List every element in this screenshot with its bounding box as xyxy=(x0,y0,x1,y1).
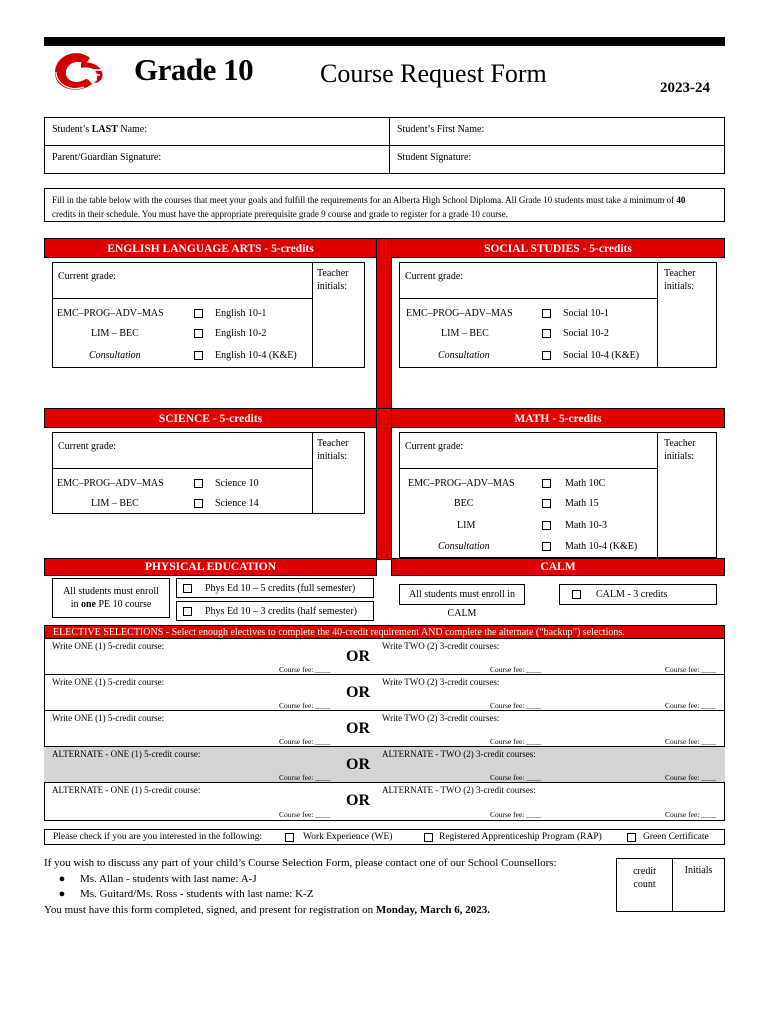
pe-note-line2-start: in xyxy=(70,599,81,610)
divider-middle xyxy=(376,408,392,560)
elective-row-2-right-label: Write TWO (2) 3-credit courses: xyxy=(382,677,500,687)
elective-row-5-right-fee-a: Course fee: ____ xyxy=(490,810,542,819)
calm-option-checkbox[interactable] xyxy=(572,590,581,599)
elective-row-4-or: OR xyxy=(346,756,370,773)
ela-option-1[interactable] xyxy=(53,302,313,324)
science-option-1-level: EMC–PROG–ADV–MAS xyxy=(57,478,164,489)
elective-row-2-right-fee-b: Course fee: ____ xyxy=(665,701,717,710)
science-box xyxy=(52,432,365,514)
math-box xyxy=(399,432,717,558)
social-initials-label: initials: xyxy=(664,281,694,292)
math-teacher-label: Teacher xyxy=(664,438,696,449)
registration-deadline xyxy=(44,903,604,919)
math-initials-label: initials: xyxy=(664,451,694,462)
math-option-2-checkbox[interactable] xyxy=(542,499,551,508)
ela-option-1-checkbox[interactable] xyxy=(194,309,203,318)
social-option-3[interactable] xyxy=(400,346,658,368)
pe-note-emphasis: one xyxy=(81,599,96,610)
instructions-line2: credits in their schedule. You must have the appropriate prerequisite grade 9 course and grade to register for a grade 10 course. xyxy=(52,209,508,219)
credit-count-box xyxy=(616,858,725,912)
ela-teacher-initials[interactable] xyxy=(313,263,365,367)
elective-row-1-right-fee-a: Course fee: ____ xyxy=(490,665,542,674)
math-option-2[interactable] xyxy=(400,494,658,516)
pe-header: PHYSICAL EDUCATION xyxy=(44,558,377,576)
elective-row-4-right-fee-b: Course fee: ____ xyxy=(665,773,717,782)
ela-option-2-checkbox[interactable] xyxy=(194,329,203,338)
science-option-2-checkbox[interactable] xyxy=(194,499,203,508)
elective-row-5-left-label: ALTERNATE - ONE (1) 5-credit course: xyxy=(52,785,201,795)
ela-initials-label: initials: xyxy=(317,281,347,292)
math-option-1-level: EMC–PROG–ADV–MAS xyxy=(408,478,515,489)
elective-row-3-right-fee-a: Course fee: ____ xyxy=(490,737,542,746)
elective-row-2-right-fee-a: Course fee: ____ xyxy=(490,701,542,710)
pe-note-line2-end: PE 10 course xyxy=(96,599,152,610)
bullet-icon: ● xyxy=(58,872,66,885)
instructions-credits: 40 xyxy=(676,195,686,205)
math-option-4-checkbox[interactable] xyxy=(542,542,551,551)
counsellor-item-guitard-ross xyxy=(44,887,604,903)
elective-row-1 xyxy=(44,639,725,675)
ela-options xyxy=(53,299,313,367)
info-row-names xyxy=(45,118,724,146)
pe-option-half-label: Phys Ed 10 – 3 credits (half semester) xyxy=(205,606,357,617)
math-option-1-course: Math 10C xyxy=(565,478,606,489)
deadline-date: Monday, March 6, 2023. xyxy=(375,903,490,916)
last-name-label-end: Name: xyxy=(117,124,148,135)
social-header: SOCIAL STUDIES - 5-credits xyxy=(391,238,725,258)
first-name-label: Student’s First Name: xyxy=(397,124,485,135)
ela-header: ENGLISH LANGUAGE ARTS - 5-credits xyxy=(44,238,377,258)
instructions-line1: Fill in the table below with the courses that meet your goals and fulfill the requirements for an Alberta High School Diploma. All Grade 10 students must take a minimum of xyxy=(52,195,677,205)
elective-row-1-or: OR xyxy=(346,648,370,665)
form-title: Course Request Form xyxy=(320,59,547,88)
science-option-1-course: Science 10 xyxy=(215,478,259,489)
pe-option-full-checkbox[interactable] xyxy=(183,584,192,593)
math-option-3[interactable] xyxy=(400,516,658,538)
school-logo-icon xyxy=(50,50,106,94)
math-option-4-course: Math 10-4 (K&E) xyxy=(565,541,638,552)
elective-row-4-left-label: ALTERNATE - ONE (1) 5-credit course: xyxy=(52,749,201,759)
elective-row-2-or: OR xyxy=(346,684,370,701)
elective-row-5-left-fee: Course fee: ____ xyxy=(279,810,331,819)
social-option-1[interactable] xyxy=(400,302,658,324)
science-header: SCIENCE - 5-credits xyxy=(44,408,377,428)
credit-label: credit xyxy=(633,866,656,877)
credit-count-cell[interactable] xyxy=(617,859,673,911)
math-current-grade-label: Current grade: xyxy=(405,441,464,452)
last-name-field[interactable] xyxy=(45,118,389,145)
elective-row-3-right-label: Write TWO (2) 3-credit courses: xyxy=(382,713,500,723)
social-teacher-label: Teacher xyxy=(664,268,696,279)
math-option-3-course: Math 10-3 xyxy=(565,520,607,531)
elective-row-2-left-fee: Course fee: ____ xyxy=(279,701,331,710)
rap-label: Registered Apprenticeship Program (RAP) xyxy=(439,832,602,842)
elective-row-5-or: OR xyxy=(346,792,370,809)
ela-grade-cell[interactable] xyxy=(53,263,313,299)
elective-row-3-right-fee-b: Course fee: ____ xyxy=(665,737,717,746)
last-name-emphasis: LAST xyxy=(91,124,118,135)
student-signature-label: Student Signature: xyxy=(397,152,472,163)
social-option-3-course: Social 10-4 (K&E) xyxy=(563,350,640,361)
ela-option-2[interactable] xyxy=(53,324,313,346)
elective-row-2-left-label: Write ONE (1) 5-credit course: xyxy=(52,677,165,687)
parent-signature-field[interactable] xyxy=(45,146,389,174)
elective-row-5-right-fee-b: Course fee: ____ xyxy=(665,810,717,819)
bullet-icon: ● xyxy=(58,888,66,900)
pe-note-line1: All students must enroll xyxy=(63,586,159,597)
ela-teacher-label: Teacher xyxy=(317,268,349,279)
ela-option-3-checkbox[interactable] xyxy=(194,351,203,360)
science-option-1-checkbox[interactable] xyxy=(194,479,203,488)
science-option-2[interactable] xyxy=(53,494,313,514)
social-teacher-initials[interactable] xyxy=(658,263,716,367)
science-options xyxy=(53,469,313,513)
math-option-1-checkbox[interactable] xyxy=(542,479,551,488)
elective-row-3-left-label: Write ONE (1) 5-credit course: xyxy=(52,713,165,723)
calm-note: All students must enroll in CALM xyxy=(399,584,525,605)
deadline-text: You must have this form completed, signed, and present for registration on xyxy=(44,903,376,916)
ela-box xyxy=(52,262,365,368)
interest-row xyxy=(44,829,725,845)
ela-option-2-course: English 10-2 xyxy=(215,328,267,339)
initials-cell[interactable] xyxy=(673,859,724,911)
math-option-3-checkbox[interactable] xyxy=(542,521,551,530)
science-current-grade-label: Current grade: xyxy=(58,441,117,452)
calm-option[interactable] xyxy=(559,584,717,605)
elective-row-1-left-label: Write ONE (1) 5-credit course: xyxy=(52,641,165,651)
science-option-2-course: Science 14 xyxy=(215,498,259,509)
ela-option-1-level: EMC–PROG–ADV–MAS xyxy=(57,308,164,319)
elective-row-5-right-label: ALTERNATE - TWO (2) 3-credit courses: xyxy=(382,785,536,795)
pe-option-full-label: Phys Ed 10 – 5 credits (full semester) xyxy=(205,583,356,594)
pe-option-full[interactable] xyxy=(176,578,374,598)
calm-header: CALM xyxy=(391,558,725,576)
social-option-2-checkbox[interactable] xyxy=(542,329,551,338)
elective-row-1-right-fee-b: Course fee: ____ xyxy=(665,665,717,674)
pe-option-half-checkbox[interactable] xyxy=(183,607,192,616)
elective-row-3 xyxy=(44,711,725,747)
elective-row-1-left-fee: Course fee: ____ xyxy=(279,665,331,674)
ela-option-3-course: English 10-4 (K&E) xyxy=(215,350,297,361)
math-option-2-level: BEC xyxy=(454,498,474,509)
parent-signature-label: Parent/Guardian Signature: xyxy=(52,152,162,163)
social-option-1-level: EMC–PROG–ADV–MAS xyxy=(406,308,513,319)
elective-row-alternate-1 xyxy=(44,747,725,783)
initials-label: Initials xyxy=(684,865,713,876)
social-option-1-course: Social 10-1 xyxy=(563,308,609,319)
social-grade-cell[interactable] xyxy=(400,263,658,299)
science-grade-cell[interactable] xyxy=(53,433,313,469)
science-teacher-initials[interactable] xyxy=(313,433,365,513)
counsellor-allan: Ms. Allan - students with last name: A-J xyxy=(80,872,257,885)
counsellor-intro: If you wish to discuss any part of your child’s Course Selection Form, please contact one of our School Counsellors: xyxy=(44,857,557,869)
elective-row-3-left-fee: Course fee: ____ xyxy=(279,737,331,746)
social-option-2-course: Social 10-2 xyxy=(563,328,609,339)
student-signature-field[interactable] xyxy=(389,146,724,174)
math-option-4-level: Consultation xyxy=(438,541,490,552)
science-initials-label: initials: xyxy=(317,451,347,462)
rap-checkbox[interactable] xyxy=(424,833,433,842)
ela-option-3[interactable] xyxy=(53,346,313,368)
school-year: 2023-24 xyxy=(660,80,710,96)
math-teacher-initials[interactable] xyxy=(658,433,716,557)
calm-option-label: CALM - 3 credits xyxy=(596,589,668,600)
counsellor-item-allan xyxy=(44,872,604,888)
page-title: Grade 10 xyxy=(134,52,254,87)
work-experience-label: Work Experience (WE) xyxy=(303,832,393,842)
instructions xyxy=(44,188,725,222)
math-grade-cell[interactable] xyxy=(400,433,658,469)
green-certificate-checkbox[interactable] xyxy=(627,833,636,842)
counsellor-info xyxy=(44,856,604,918)
work-experience-checkbox[interactable] xyxy=(285,833,294,842)
pe-option-half[interactable] xyxy=(176,601,374,621)
info-row-signatures xyxy=(45,146,724,174)
ela-current-grade-label: Current grade: xyxy=(58,271,117,282)
science-teacher-label: Teacher xyxy=(317,438,349,449)
social-option-2[interactable] xyxy=(400,324,658,346)
elective-row-alternate-2 xyxy=(44,783,725,821)
electives-header: ELECTIVE SELECTIONS - Select enough electives to complete the 40-credit requirement AND complete the alternate (“backup”) selections. xyxy=(44,625,725,639)
counsellor-guitard-ross: Ms. Guitard/Ms. Ross - students with last name: K-Z xyxy=(80,888,314,900)
science-option-1[interactable] xyxy=(53,472,313,494)
elective-row-4-right-fee-a: Course fee: ____ xyxy=(490,773,542,782)
green-certificate-label: Green Certificate xyxy=(643,832,709,842)
social-option-1-checkbox[interactable] xyxy=(542,309,551,318)
divider-upper xyxy=(376,238,392,416)
math-options xyxy=(400,469,658,557)
elective-row-4-right-label: ALTERNATE - TWO (2) 3-credit courses: xyxy=(382,749,536,759)
social-box xyxy=(399,262,717,368)
count-label: count xyxy=(633,879,656,890)
elective-row-3-or: OR xyxy=(346,720,370,737)
ela-option-1-course: English 10-1 xyxy=(215,308,267,319)
math-option-1[interactable] xyxy=(400,472,658,494)
last-name-label: Student’s xyxy=(52,124,92,135)
pe-note xyxy=(52,578,170,618)
math-option-3-level: LIM xyxy=(457,520,476,531)
student-info-table xyxy=(44,117,725,174)
interest-label: Please check if you are you interested in the following: xyxy=(53,832,263,842)
math-option-4[interactable] xyxy=(400,537,658,557)
social-option-3-level: Consultation xyxy=(438,350,490,361)
ela-option-3-level: Consultation xyxy=(89,350,141,361)
math-option-2-course: Math 15 xyxy=(565,498,599,509)
first-name-field[interactable] xyxy=(389,118,724,145)
top-bar xyxy=(44,37,725,46)
social-option-3-checkbox[interactable] xyxy=(542,351,551,360)
science-option-2-level: LIM – BEC xyxy=(91,498,139,509)
social-option-2-level: LIM – BEC xyxy=(441,328,489,339)
social-options xyxy=(400,299,658,367)
math-header: MATH - 5-credits xyxy=(391,408,725,428)
ela-option-2-level: LIM – BEC xyxy=(91,328,139,339)
elective-row-1-right-label: Write TWO (2) 3-credit courses: xyxy=(382,641,500,651)
elective-row-2 xyxy=(44,675,725,711)
social-current-grade-label: Current grade: xyxy=(405,271,464,282)
elective-row-4-left-fee: Course fee: ____ xyxy=(279,773,331,782)
